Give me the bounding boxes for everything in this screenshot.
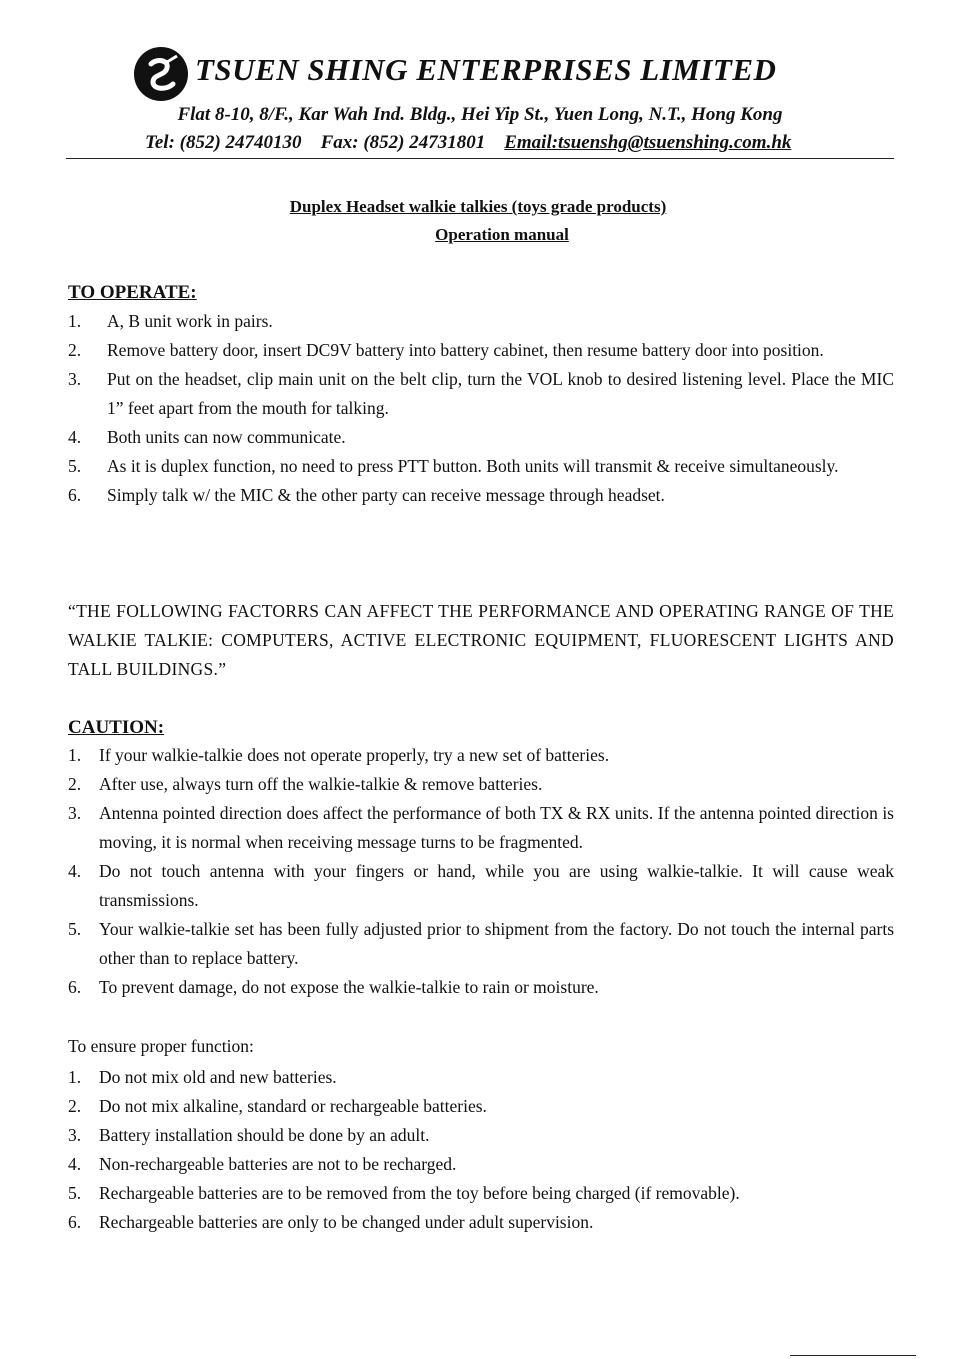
company-contact (145, 132, 791, 154)
list-item: 3. Antenna pointed direction does affect the performance of both TX & RX units. If the antenna pointed direction is moving, it is normal when receiving message turns to be fragmented. (68, 803, 894, 852)
list-item: 1. If your walkie-talkie does not operate properly, try a new set of batteries. (68, 745, 610, 765)
list-item: 1. Do not mix old and new batteries. (68, 1067, 337, 1087)
section-heading-operate: TO OPERATE: (68, 282, 197, 303)
list-item: 2. Remove battery door, insert DC9V battery into battery cabinet, then resume battery door into position. (68, 340, 824, 360)
list-item: 5. Your walkie-talkie set has been fully adjusted prior to shipment from the factory. Do not touch the internal parts other than to replace battery. (68, 919, 894, 968)
list-item: 3. Battery installation should be done by an adult. (68, 1125, 430, 1145)
footer-line (790, 1355, 916, 1356)
list-item: 4. Do not touch antenna with your fingers or hand, while you are using walkie-talkie. It will cause weak transmissions. (68, 861, 894, 910)
list-item: 6. To prevent damage, do not expose the walkie-talkie to rain or moisture. (68, 977, 599, 997)
email-link[interactable]: Email:tsuenshg@tsuenshing.com.hk (504, 132, 792, 153)
header-divider (66, 158, 894, 159)
interference-notice: “THE FOLLOWING FACTORRS CAN AFFECT THE PERFORMANCE AND OPERATING RANGE OF THE WALKIE TALKIE: COMPUTERS, ACTIVE ELECTRONIC EQUIPMENT, FLUORESCENT LIGHTS AND TALL BUILDINGS.” (68, 601, 894, 679)
list-item: 3. Put on the headset, clip main unit on the belt clip, turn the VOL knob to desired listening level. Place the MIC 1” feet apart from the mouth for talking. (68, 369, 894, 418)
company-logo-icon (133, 46, 189, 102)
proper-function-intro: To ensure proper function: (68, 1036, 254, 1056)
company-name: TSUEN SHING ENTERPRISES LIMITED (195, 52, 777, 87)
list-item: 4. Non-rechargeable batteries are not to be recharged. (68, 1154, 457, 1174)
letterhead (0, 0, 960, 170)
caution-list (68, 741, 894, 1002)
tel-number: Tel: (852) 24740130 (145, 132, 302, 153)
list-item: 5. As it is duplex function, no need to press PTT button. Both units will transmit & receive simultaneously. (68, 456, 839, 476)
section-heading-caution: CAUTION: (68, 717, 165, 738)
list-item: 2. Do not mix alkaline, standard or rechargeable batteries. (68, 1096, 487, 1116)
list-item: 4. Both units can now communicate. (68, 427, 346, 447)
document-subtitle: Operation manual (435, 225, 569, 244)
company-address: Flat 8-10, 8/F., Kar Wah Ind. Bldg., Hei Yip St., Yuen Long, N.T., Hong Kong (177, 104, 783, 125)
fax-number: Fax: (852) 24731801 (320, 132, 486, 153)
list-item: 6. Rechargeable batteries are only to be changed under adult supervision. (68, 1212, 594, 1232)
list-item: 2. After use, always turn off the walkie-talkie & remove batteries. (68, 774, 543, 794)
list-item: 1. A, B unit work in pairs. (68, 311, 273, 331)
document-title: Duplex Headset walkie talkies (toys grade products) (289, 197, 667, 216)
operate-list (68, 307, 894, 510)
proper-function-list (68, 1063, 894, 1237)
list-item: 5. Rechargeable batteries are to be removed from the toy before being charged (if removable). (68, 1183, 740, 1203)
list-item: 6. Simply talk w/ the MIC & the other party can receive message through headset. (68, 485, 665, 505)
